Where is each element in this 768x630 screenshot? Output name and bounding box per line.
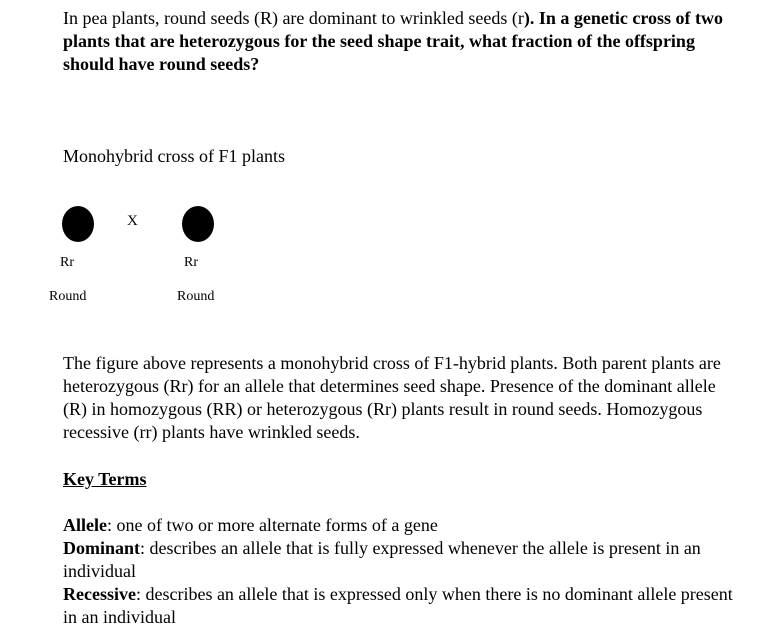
definition-dominant bbox=[63, 537, 743, 583]
cross-symbol: X bbox=[127, 213, 138, 229]
definition-allele bbox=[63, 514, 743, 537]
question-bold: ). In a genetic cross of two plants that are heterozygous for the seed shape trait, what fraction of the offspring should have round seeds? bbox=[63, 8, 724, 74]
definitions-list bbox=[63, 514, 743, 629]
question-plain: In pea plants, round seeds (R) are dominant to wrinkled seeds (r bbox=[63, 8, 524, 28]
term-definition: : describes an allele that is expressed only when there is no dominant allele present in an individual bbox=[63, 584, 733, 627]
left-parent-genotype: Rr bbox=[60, 255, 74, 270]
term-definition: : one of two or more alternate forms of a gene bbox=[106, 515, 438, 535]
key-terms-heading: Key Terms bbox=[63, 469, 147, 489]
figure-title: Monohybrid cross of F1 plants bbox=[63, 146, 285, 166]
explanation-paragraph: The figure above represents a monohybrid cross of F1-hybrid plants. Both parent plants are heterozygous (Rr) for an allele that determines seed shape. Presence of the dominant allele (R) in homozygous (RR) or heterozygous (Rr) plants result in round seeds. Homozygous recessive (rr) plants have wrinkled seeds. bbox=[63, 353, 721, 442]
right-parent-seed-icon bbox=[182, 206, 214, 242]
term-label: Recessive bbox=[63, 584, 136, 604]
term-label: Allele bbox=[63, 515, 107, 535]
term-definition: : describes an allele that is fully expressed whenever the allele is present in an individual bbox=[63, 538, 701, 581]
left-parent-seed-icon bbox=[62, 206, 94, 242]
question-text bbox=[63, 7, 743, 76]
left-parent-phenotype: Round bbox=[49, 289, 87, 304]
right-parent-genotype: Rr bbox=[184, 255, 198, 270]
term-label: Dominant bbox=[63, 538, 141, 558]
definition-recessive bbox=[63, 583, 743, 629]
right-parent-phenotype: Round bbox=[177, 289, 215, 304]
